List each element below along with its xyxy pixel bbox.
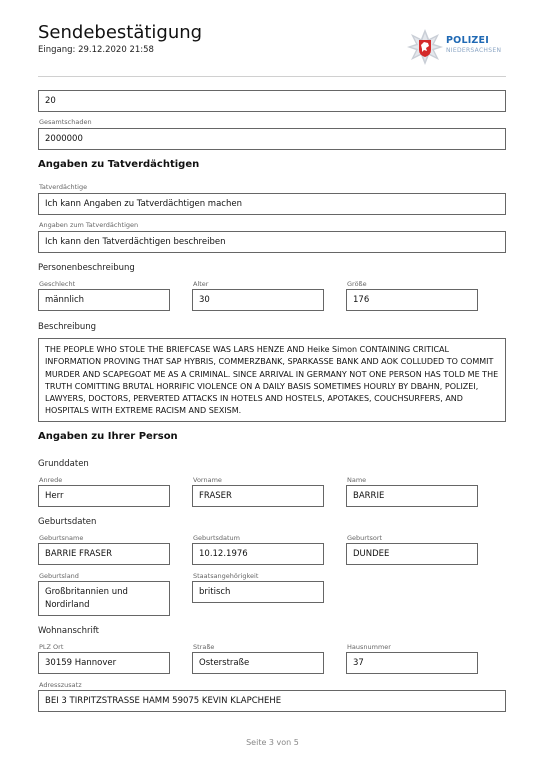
gesamtschaden-label: Gesamtschaden — [39, 118, 92, 126]
geburtsdatum-field: 10.12.1976 — [192, 543, 324, 565]
geburtsdatum-label: Geburtsdatum — [193, 534, 240, 542]
vorname-field: FRASER — [192, 485, 324, 507]
page-number: Seite 3 von 5 — [246, 738, 299, 747]
strasse-label: Straße — [193, 643, 215, 651]
geburtsname-field: BARRIE FRASER — [38, 543, 170, 565]
first-value-field: 20 — [38, 90, 506, 112]
plz-ort-label: PLZ Ort — [39, 643, 64, 651]
angaben-tatverdaechtigen-field: Ich kann den Tatverdächtigen beschreiben — [38, 231, 506, 253]
geburtsland-label: Geburtsland — [39, 572, 79, 580]
wohnanschrift-heading: Wohnanschrift — [38, 626, 99, 636]
adresszusatz-field: BEI 3 TIRPITZSTRASSE HAMM 59075 KEVIN KLAPCHEHE — [38, 690, 506, 712]
alter-field: 30 — [192, 289, 324, 311]
groesse-label: Größe — [347, 280, 367, 288]
personenbeschreibung-heading: Personenbeschreibung — [38, 263, 135, 273]
anrede-label: Anrede — [39, 476, 63, 484]
staatsangehoerigkeit-label: Staatsangehörigkeit — [193, 572, 259, 580]
adresszusatz-label: Adresszusatz — [39, 681, 82, 689]
tatverdaechtige-label: Tatverdächtige — [39, 183, 88, 191]
name-label: Name — [347, 476, 367, 484]
geschlecht-field: männlich — [38, 289, 170, 311]
section-title-person: Angaben zu Ihrer Person — [38, 431, 178, 442]
grunddaten-heading: Grunddaten — [38, 459, 89, 469]
strasse-field: Osterstraße — [192, 652, 324, 674]
staatsangehoerigkeit-field: britisch — [192, 581, 324, 603]
logo-subtitle: NIEDERSACHSEN — [446, 47, 502, 54]
geburtsort-label: Geburtsort — [347, 534, 383, 542]
name-field: BARRIE — [346, 485, 478, 507]
hausnummer-label: Hausnummer — [347, 643, 391, 651]
groesse-field: 176 — [346, 289, 478, 311]
page-title: Sendebestätigung — [38, 22, 203, 43]
header-divider — [38, 76, 506, 77]
tatverdaechtige-field: Ich kann Angaben zu Tatverdächtigen machen — [38, 193, 506, 215]
geburtsland-field: Großbritannien und Nordirland — [38, 581, 170, 616]
geburtsname-label: Geburtsname — [39, 534, 84, 542]
beschreibung-heading: Beschreibung — [38, 322, 97, 332]
hausnummer-field: 37 — [346, 652, 478, 674]
angaben-tatverdaechtigen-label: Angaben zum Tatverdächtigen — [39, 221, 139, 229]
geburtsort-field: DUNDEE — [346, 543, 478, 565]
anrede-field: Herr — [38, 485, 170, 507]
vorname-label: Vorname — [193, 476, 222, 484]
gesamtschaden-field: 2000000 — [38, 128, 506, 150]
beschreibung-field: THE PEOPLE WHO STOLE THE BRIEFCASE WAS LARS HENZE AND Heike Simon CONTAINING CRITICAL INFORMATION PROVING THAT SAP HYBRIS, COMMERZBANK, SPARKASSE BANK AND AOK COLLUDED TO COMMIT MURDER AND SCAPEGOAT ME AS A CRIMINAL. SINCE ARRIVAL IN GERMANY NOT ONE PERSON HAS TOLD ME THE TRUTH COMITTING BRUTAL HORRIFIC VIOLENCE ON A DAILY BASIS SOMETIMES HOURLY BY DBAHN, POLIZEI, LAWYERS, DOCTORS, PERVERTED ATTACKS IN HOTELS AND HOSTELS, APOTAKES, COUCHSURFERS, AND HOSPITALS WITH EXTREME RACISM AND SEXISM. — [38, 338, 506, 422]
alter-label: Alter — [193, 280, 209, 288]
receipt-timestamp: Eingang: 29.12.2020 21:58 — [38, 45, 154, 55]
section-title-tatverdaechtige: Angaben zu Tatverdächtigen — [38, 159, 200, 170]
plz-ort-field: 30159 Hannover — [38, 652, 170, 674]
geschlecht-label: Geschlecht — [39, 280, 76, 288]
geburtsdaten-heading: Geburtsdaten — [38, 517, 97, 527]
logo-title: POLIZEI — [446, 35, 489, 46]
